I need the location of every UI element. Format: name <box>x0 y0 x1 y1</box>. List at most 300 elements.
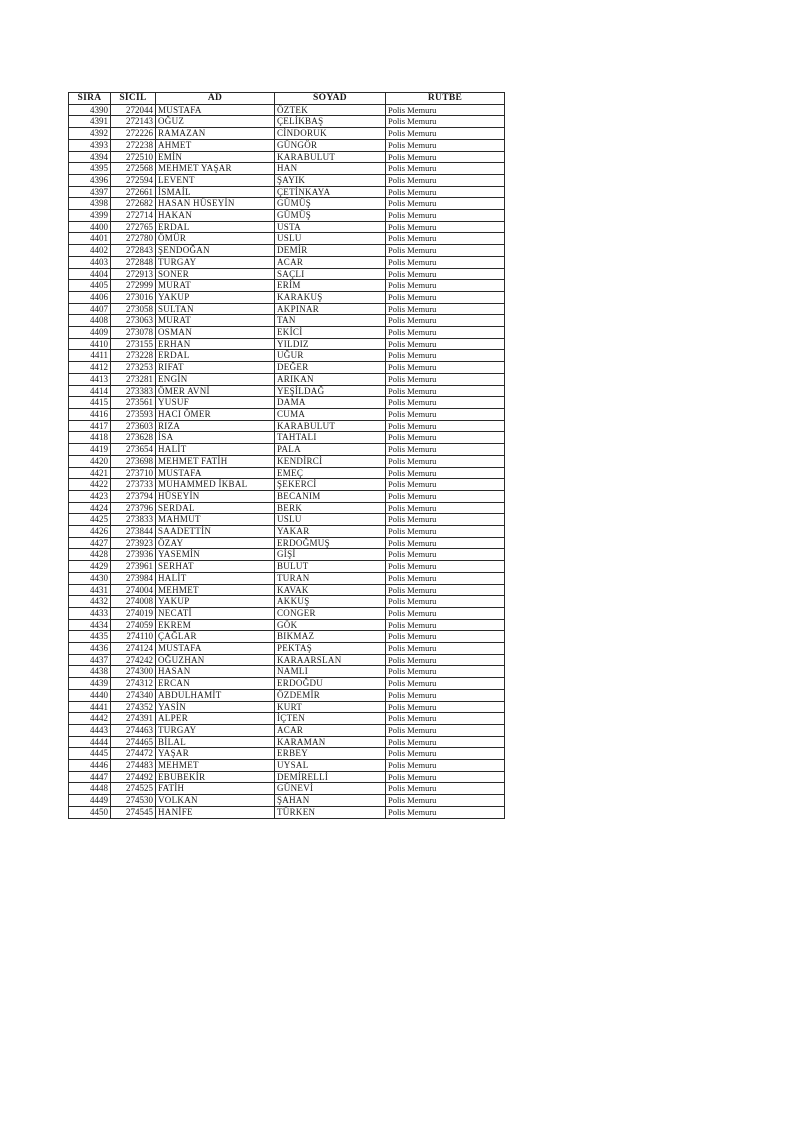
ad-cell: TURGAY <box>156 724 275 736</box>
rutbe-cell: Polis Memuru <box>386 444 505 456</box>
ad-cell: SAADETTİN <box>156 526 275 538</box>
table-row <box>69 362 505 374</box>
rutbe-cell: Polis Memuru <box>386 549 505 561</box>
sicil-cell: 272238 <box>111 139 156 151</box>
rutbe-cell: Polis Memuru <box>386 455 505 467</box>
ad-cell: HALİT <box>156 572 275 584</box>
sicil-cell: 272765 <box>111 221 156 233</box>
sira-cell: 4430 <box>69 572 111 584</box>
sicil-cell: 274545 <box>111 806 156 818</box>
table-row <box>69 210 505 222</box>
soyad-cell: USLU <box>275 233 386 245</box>
soyad-cell: ERDOĞDU <box>275 678 386 690</box>
soyad-cell: KENDİRCİ <box>275 455 386 467</box>
sira-cell: 4448 <box>69 783 111 795</box>
header-rutbe: RÜTBE <box>386 93 505 105</box>
soyad-cell: CONGER <box>275 607 386 619</box>
sicil-cell: 272226 <box>111 128 156 140</box>
table-row <box>69 174 505 186</box>
table-row <box>69 526 505 538</box>
table-row <box>69 795 505 807</box>
ad-cell: ERDAL <box>156 221 275 233</box>
sicil-cell: 274465 <box>111 736 156 748</box>
sicil-cell: 273833 <box>111 514 156 526</box>
soyad-cell: KAVAK <box>275 584 386 596</box>
soyad-cell: BULUT <box>275 561 386 573</box>
soyad-cell: BIKMAZ <box>275 631 386 643</box>
ad-cell: TURGAY <box>156 256 275 268</box>
ad-cell: MEHMET YAŞAR <box>156 163 275 175</box>
table-row <box>69 303 505 315</box>
sira-cell: 4401 <box>69 233 111 245</box>
sira-cell: 4411 <box>69 350 111 362</box>
rutbe-cell: Polis Memuru <box>386 408 505 420</box>
sicil-cell: 274463 <box>111 724 156 736</box>
rutbe-cell: Polis Memuru <box>386 256 505 268</box>
table-row <box>69 350 505 362</box>
table-row <box>69 760 505 772</box>
soyad-cell: DAMA <box>275 397 386 409</box>
sicil-cell: 274124 <box>111 643 156 655</box>
table-row <box>69 561 505 573</box>
ad-cell: VOLKAN <box>156 795 275 807</box>
soyad-cell: YEŞİLDAĞ <box>275 385 386 397</box>
soyad-cell: UYSAL <box>275 760 386 772</box>
table-row <box>69 128 505 140</box>
sicil-cell: 273628 <box>111 432 156 444</box>
sicil-cell: 273698 <box>111 455 156 467</box>
rutbe-cell: Polis Memuru <box>386 362 505 374</box>
sira-cell: 4436 <box>69 643 111 655</box>
ad-cell: SONER <box>156 268 275 280</box>
soyad-cell: USTA <box>275 221 386 233</box>
rutbe-cell: Polis Memuru <box>386 233 505 245</box>
sira-cell: 4449 <box>69 795 111 807</box>
sicil-cell: 274019 <box>111 607 156 619</box>
soyad-cell: KARABULUT <box>275 151 386 163</box>
soyad-cell: KARABULUT <box>275 420 386 432</box>
rutbe-cell: Polis Memuru <box>386 678 505 690</box>
sicil-cell: 274340 <box>111 689 156 701</box>
table-row <box>69 444 505 456</box>
ad-cell: İSMAİL <box>156 186 275 198</box>
soyad-cell: AKPINAR <box>275 303 386 315</box>
soyad-cell: PALA <box>275 444 386 456</box>
soyad-cell: ERBEY <box>275 748 386 760</box>
ad-cell: FATİH <box>156 783 275 795</box>
ad-cell: YASİN <box>156 701 275 713</box>
ad-cell: YAKUP <box>156 596 275 608</box>
soyad-cell: HAN <box>275 163 386 175</box>
rutbe-cell: Polis Memuru <box>386 795 505 807</box>
rutbe-cell: Polis Memuru <box>386 373 505 385</box>
sicil-cell: 272510 <box>111 151 156 163</box>
ad-cell: MUSTAFA <box>156 643 275 655</box>
sicil-cell: 272780 <box>111 233 156 245</box>
ad-cell: ERDAL <box>156 350 275 362</box>
soyad-cell: NAMLI <box>275 666 386 678</box>
rutbe-cell: Polis Memuru <box>386 607 505 619</box>
sira-cell: 4446 <box>69 760 111 772</box>
sicil-cell: 273058 <box>111 303 156 315</box>
rutbe-cell: Polis Memuru <box>386 385 505 397</box>
header-sira: SIRA <box>69 93 111 105</box>
table-row <box>69 385 505 397</box>
sira-cell: 4431 <box>69 584 111 596</box>
sira-cell: 4420 <box>69 455 111 467</box>
rutbe-cell: Polis Memuru <box>386 490 505 502</box>
ad-cell: YUSUF <box>156 397 275 409</box>
ad-cell: MEHMET <box>156 584 275 596</box>
ad-cell: OĞUZ <box>156 116 275 128</box>
sira-cell: 4429 <box>69 561 111 573</box>
table-body <box>69 104 505 818</box>
rutbe-cell: Polis Memuru <box>386 689 505 701</box>
sira-cell: 4412 <box>69 362 111 374</box>
sicil-cell: 273603 <box>111 420 156 432</box>
sicil-cell: 272913 <box>111 268 156 280</box>
sira-cell: 4394 <box>69 151 111 163</box>
table-row <box>69 315 505 327</box>
sira-cell: 4422 <box>69 479 111 491</box>
ad-cell: MURAT <box>156 280 275 292</box>
ad-cell: EBUBEKİR <box>156 771 275 783</box>
sicil-cell: 273923 <box>111 537 156 549</box>
rutbe-cell: Polis Memuru <box>386 467 505 479</box>
rutbe-cell: Polis Memuru <box>386 210 505 222</box>
table-row <box>69 455 505 467</box>
soyad-cell: SAÇLI <box>275 268 386 280</box>
sira-cell: 4441 <box>69 701 111 713</box>
soyad-cell: ACAR <box>275 256 386 268</box>
soyad-cell: KARAKUŞ <box>275 291 386 303</box>
table-row <box>69 338 505 350</box>
sira-cell: 4426 <box>69 526 111 538</box>
table-row <box>69 549 505 561</box>
sira-cell: 4390 <box>69 104 111 116</box>
table-header <box>69 93 505 105</box>
ad-cell: RIFAT <box>156 362 275 374</box>
soyad-cell: UĞUR <box>275 350 386 362</box>
table-row <box>69 397 505 409</box>
rutbe-cell: Polis Memuru <box>386 514 505 526</box>
soyad-cell: ÇELİKBAŞ <box>275 116 386 128</box>
sira-cell: 4432 <box>69 596 111 608</box>
table-row <box>69 514 505 526</box>
sicil-cell: 273253 <box>111 362 156 374</box>
table-row <box>69 748 505 760</box>
soyad-cell: ÇETİNKAYA <box>275 186 386 198</box>
sicil-cell: 274008 <box>111 596 156 608</box>
soyad-cell: ARIKAN <box>275 373 386 385</box>
table-row <box>69 268 505 280</box>
soyad-cell: GÜMÜŞ <box>275 210 386 222</box>
table-row <box>69 245 505 257</box>
ad-cell: HACI ÖMER <box>156 408 275 420</box>
rutbe-cell: Polis Memuru <box>386 654 505 666</box>
rutbe-cell: Polis Memuru <box>386 701 505 713</box>
soyad-cell: DEMİRELLİ <box>275 771 386 783</box>
rutbe-cell: Polis Memuru <box>386 806 505 818</box>
soyad-cell: YAKAR <box>275 526 386 538</box>
table-row <box>69 432 505 444</box>
soyad-cell: GÜNGÖR <box>275 139 386 151</box>
soyad-cell: ÖZTEK <box>275 104 386 116</box>
rutbe-cell: Polis Memuru <box>386 315 505 327</box>
sira-cell: 4398 <box>69 198 111 210</box>
sicil-cell: 273844 <box>111 526 156 538</box>
sira-cell: 4434 <box>69 619 111 631</box>
table-row <box>69 619 505 631</box>
ad-cell: ŞENDOĞAN <box>156 245 275 257</box>
soyad-cell: İÇTEN <box>275 713 386 725</box>
ad-cell: HALİT <box>156 444 275 456</box>
sicil-cell: 272568 <box>111 163 156 175</box>
sicil-cell: 274483 <box>111 760 156 772</box>
sicil-cell: 273593 <box>111 408 156 420</box>
sicil-cell: 273796 <box>111 502 156 514</box>
sicil-cell: 273961 <box>111 561 156 573</box>
table-row <box>69 678 505 690</box>
header-row <box>69 93 505 105</box>
ad-cell: MEHMET <box>156 760 275 772</box>
sira-cell: 4402 <box>69 245 111 257</box>
sicil-cell: 274472 <box>111 748 156 760</box>
sicil-cell: 273733 <box>111 479 156 491</box>
sira-cell: 4424 <box>69 502 111 514</box>
rutbe-cell: Polis Memuru <box>386 713 505 725</box>
rutbe-cell: Polis Memuru <box>386 643 505 655</box>
rutbe-cell: Polis Memuru <box>386 151 505 163</box>
table-row <box>69 806 505 818</box>
header-ad: AD <box>156 93 275 105</box>
ad-cell: HÜSEYİN <box>156 490 275 502</box>
sicil-cell: 273016 <box>111 291 156 303</box>
table-row <box>69 163 505 175</box>
table-row <box>69 221 505 233</box>
rutbe-cell: Polis Memuru <box>386 502 505 514</box>
table-row <box>69 701 505 713</box>
ad-cell: OĞUZHAN <box>156 654 275 666</box>
sira-cell: 4419 <box>69 444 111 456</box>
sira-cell: 4439 <box>69 678 111 690</box>
sira-cell: 4445 <box>69 748 111 760</box>
soyad-cell: BERK <box>275 502 386 514</box>
sicil-cell: 273155 <box>111 338 156 350</box>
ad-cell: SULTAN <box>156 303 275 315</box>
sira-cell: 4410 <box>69 338 111 350</box>
rutbe-cell: Polis Memuru <box>386 537 505 549</box>
sira-cell: 4438 <box>69 666 111 678</box>
table-row <box>69 537 505 549</box>
ad-cell: ERCAN <box>156 678 275 690</box>
rutbe-cell: Polis Memuru <box>386 268 505 280</box>
rutbe-cell: Polis Memuru <box>386 163 505 175</box>
soyad-cell: ERDOĞMUŞ <box>275 537 386 549</box>
sira-cell: 4396 <box>69 174 111 186</box>
table-row <box>69 596 505 608</box>
ad-cell: ERHAN <box>156 338 275 350</box>
sira-cell: 4423 <box>69 490 111 502</box>
sicil-cell: 272682 <box>111 198 156 210</box>
ad-cell: RAMAZAN <box>156 128 275 140</box>
rutbe-cell: Polis Memuru <box>386 479 505 491</box>
ad-cell: EMİN <box>156 151 275 163</box>
table-row <box>69 233 505 245</box>
sira-cell: 4421 <box>69 467 111 479</box>
table-row <box>69 408 505 420</box>
sira-cell: 4413 <box>69 373 111 385</box>
table-row <box>69 151 505 163</box>
soyad-cell: ŞEKERCİ <box>275 479 386 491</box>
sicil-cell: 273936 <box>111 549 156 561</box>
soyad-cell: GÖK <box>275 619 386 631</box>
sicil-cell: 272044 <box>111 104 156 116</box>
sira-cell: 4443 <box>69 724 111 736</box>
table-row <box>69 572 505 584</box>
ad-cell: NECATİ <box>156 607 275 619</box>
rutbe-cell: Polis Memuru <box>386 596 505 608</box>
ad-cell: BİLAL <box>156 736 275 748</box>
soyad-cell: PEKTAŞ <box>275 643 386 655</box>
soyad-cell: AKKUŞ <box>275 596 386 608</box>
sira-cell: 4450 <box>69 806 111 818</box>
rutbe-cell: Polis Memuru <box>386 526 505 538</box>
ad-cell: YASEMİN <box>156 549 275 561</box>
table-row <box>69 198 505 210</box>
ad-cell: HAKAN <box>156 210 275 222</box>
sicil-cell: 273654 <box>111 444 156 456</box>
sicil-cell: 272594 <box>111 174 156 186</box>
ad-cell: HANİFE <box>156 806 275 818</box>
rutbe-cell: Polis Memuru <box>386 584 505 596</box>
rutbe-cell: Polis Memuru <box>386 771 505 783</box>
rutbe-cell: Polis Memuru <box>386 420 505 432</box>
rutbe-cell: Polis Memuru <box>386 198 505 210</box>
sicil-cell: 274492 <box>111 771 156 783</box>
sira-cell: 4395 <box>69 163 111 175</box>
ad-cell: OSMAN <box>156 327 275 339</box>
sicil-cell: 273710 <box>111 467 156 479</box>
sira-cell: 4408 <box>69 315 111 327</box>
rutbe-cell: Polis Memuru <box>386 139 505 151</box>
table-row <box>69 479 505 491</box>
table-row <box>69 607 505 619</box>
rutbe-cell: Polis Memuru <box>386 783 505 795</box>
table-row <box>69 291 505 303</box>
table-row <box>69 713 505 725</box>
rutbe-cell: Polis Memuru <box>386 280 505 292</box>
sira-cell: 4447 <box>69 771 111 783</box>
sira-cell: 4414 <box>69 385 111 397</box>
sira-cell: 4403 <box>69 256 111 268</box>
sicil-cell: 274300 <box>111 666 156 678</box>
sira-cell: 4407 <box>69 303 111 315</box>
ad-cell: ÖZAY <box>156 537 275 549</box>
ad-cell: LEVENT <box>156 174 275 186</box>
rutbe-cell: Polis Memuru <box>386 631 505 643</box>
ad-cell: ÖMÜR <box>156 233 275 245</box>
rutbe-cell: Polis Memuru <box>386 221 505 233</box>
sicil-cell: 272848 <box>111 256 156 268</box>
sicil-cell: 272843 <box>111 245 156 257</box>
table-row <box>69 373 505 385</box>
soyad-cell: CİNDORUK <box>275 128 386 140</box>
sicil-cell: 274525 <box>111 783 156 795</box>
sicil-cell: 272714 <box>111 210 156 222</box>
table-row <box>69 467 505 479</box>
rutbe-cell: Polis Memuru <box>386 338 505 350</box>
table-row <box>69 643 505 655</box>
soyad-cell: KURT <box>275 701 386 713</box>
sira-cell: 4418 <box>69 432 111 444</box>
soyad-cell: GÜMÜŞ <box>275 198 386 210</box>
sicil-cell: 274391 <box>111 713 156 725</box>
table-row <box>69 502 505 514</box>
personnel-table <box>68 92 505 819</box>
rutbe-cell: Polis Memuru <box>386 116 505 128</box>
sicil-cell: 272143 <box>111 116 156 128</box>
table-row <box>69 631 505 643</box>
sira-cell: 4406 <box>69 291 111 303</box>
soyad-cell: ŞAYIK <box>275 174 386 186</box>
rutbe-cell: Polis Memuru <box>386 350 505 362</box>
rutbe-cell: Polis Memuru <box>386 748 505 760</box>
ad-cell: MUSTAFA <box>156 104 275 116</box>
table-row <box>69 490 505 502</box>
table-row <box>69 584 505 596</box>
ad-cell: ENGİN <box>156 373 275 385</box>
sira-cell: 4427 <box>69 537 111 549</box>
table-row <box>69 420 505 432</box>
ad-cell: YAKUP <box>156 291 275 303</box>
sira-cell: 4404 <box>69 268 111 280</box>
rutbe-cell: Polis Memuru <box>386 174 505 186</box>
soyad-cell: TAHTALI <box>275 432 386 444</box>
rutbe-cell: Polis Memuru <box>386 760 505 772</box>
ad-cell: ABDULHAMİT <box>156 689 275 701</box>
sira-cell: 4400 <box>69 221 111 233</box>
rutbe-cell: Polis Memuru <box>386 724 505 736</box>
soyad-cell: GÜNEVİ <box>275 783 386 795</box>
ad-cell: MAHMUT <box>156 514 275 526</box>
ad-cell: RIZA <box>156 420 275 432</box>
ad-cell: ÖMER AVNİ <box>156 385 275 397</box>
rutbe-cell: Polis Memuru <box>386 572 505 584</box>
rutbe-cell: Polis Memuru <box>386 397 505 409</box>
ad-cell: AHMET <box>156 139 275 151</box>
table-row <box>69 256 505 268</box>
sicil-cell: 274530 <box>111 795 156 807</box>
rutbe-cell: Polis Memuru <box>386 303 505 315</box>
sicil-cell: 273228 <box>111 350 156 362</box>
table-row <box>69 280 505 292</box>
soyad-cell: YILDIZ <box>275 338 386 350</box>
table-row <box>69 736 505 748</box>
soyad-cell: DEMİR <box>275 245 386 257</box>
sicil-cell: 274242 <box>111 654 156 666</box>
soyad-cell: CUMA <box>275 408 386 420</box>
sira-cell: 4437 <box>69 654 111 666</box>
sira-cell: 4417 <box>69 420 111 432</box>
rutbe-cell: Polis Memuru <box>386 128 505 140</box>
sira-cell: 4393 <box>69 139 111 151</box>
rutbe-cell: Polis Memuru <box>386 291 505 303</box>
soyad-cell: USLU <box>275 514 386 526</box>
soyad-cell: ŞAHAN <box>275 795 386 807</box>
ad-cell: MEHMET FATİH <box>156 455 275 467</box>
ad-cell: ÇAĞLAR <box>156 631 275 643</box>
